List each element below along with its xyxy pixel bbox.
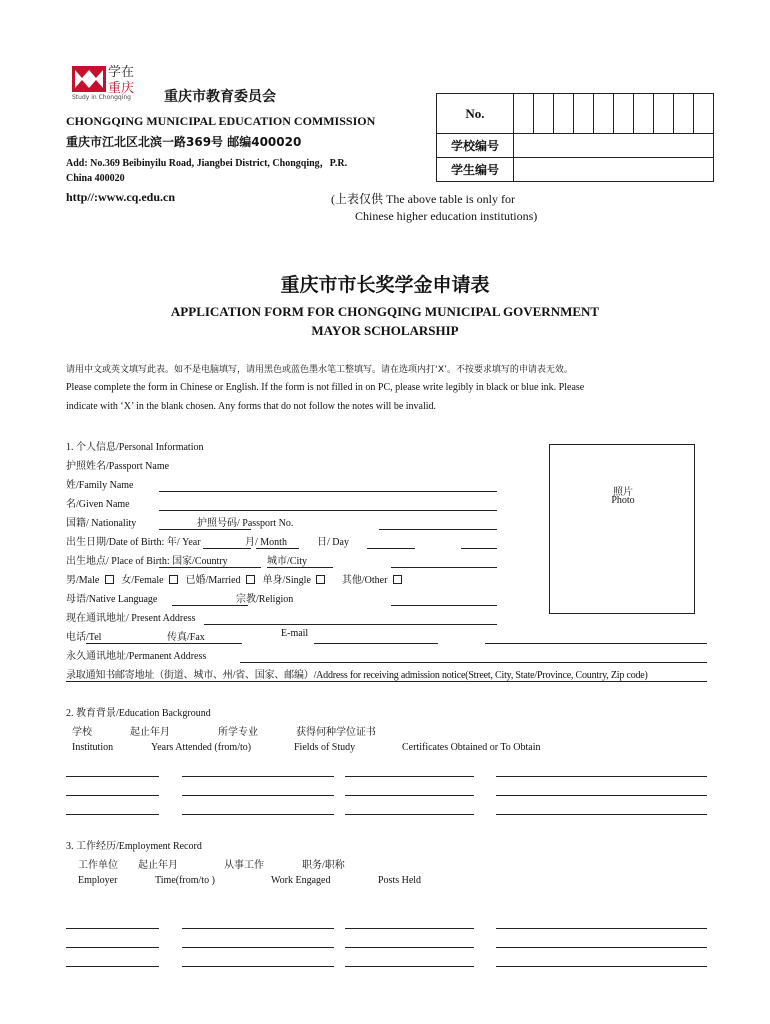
edu-col-cert-cn: 获得何种学位证书: [296, 727, 376, 738]
school-number-field[interactable]: [514, 134, 714, 158]
student-number-label: 学生编号: [437, 158, 514, 182]
email-field[interactable]: [485, 643, 707, 644]
form-title-cn: 重庆市市长奖学金申请表: [280, 274, 490, 296]
logo-mark-icon: [72, 64, 106, 94]
edu-row2-field[interactable]: [345, 795, 474, 796]
instructions-en-line2: indicate with ‘X’ in the blank chosen. Any forms that do not follow the notes will be invalid.: [66, 401, 437, 412]
edu-row2-years[interactable]: [182, 795, 334, 796]
emp-row1-work[interactable]: [345, 928, 474, 929]
no-box[interactable]: [674, 94, 694, 134]
dob-year-field[interactable]: [203, 548, 251, 549]
edu-row3-years[interactable]: [182, 814, 334, 815]
given-name-label: 名/Given Name: [66, 499, 130, 510]
religion-label: 宗教/Religion: [236, 594, 294, 605]
married-label: 已婚/Married: [185, 575, 241, 586]
no-box[interactable]: [534, 94, 554, 134]
section-education: 2. 教育背景/Education Background: [66, 708, 211, 719]
emp-col-posts-en: Posts Held: [378, 875, 422, 886]
emp-row3-time[interactable]: [182, 966, 334, 967]
admission-address-field[interactable]: [66, 681, 707, 682]
passport-no-label: 护照号码/ Passport No.: [197, 518, 294, 529]
edu-row3-cert[interactable]: [496, 814, 707, 815]
address-en-line2: China 400020: [66, 173, 125, 184]
dob-month-field[interactable]: [256, 548, 299, 549]
family-name-field[interactable]: [159, 491, 497, 492]
section-employment: 3. 工作经历/Employment Record: [66, 841, 202, 852]
form-title-en-line1: APPLICATION FORM FOR CHONGQING MUNICIPAL GOVERNMENT: [170, 304, 600, 319]
edu-col-years-en: Years Attended (from/to): [151, 742, 252, 753]
female-checkbox[interactable]: [169, 575, 178, 584]
no-box[interactable]: [694, 94, 714, 134]
logo-text: 学在 重庆: [108, 65, 135, 96]
no-box[interactable]: [514, 94, 534, 134]
passport-name-label: 护照姓名/Passport Name: [66, 461, 170, 472]
native-language-field[interactable]: [172, 605, 248, 606]
religion-field[interactable]: [391, 605, 497, 606]
emp-row1-employer[interactable]: [66, 928, 159, 929]
table-note-line1: (上表仅供 The above table is only for: [331, 192, 515, 206]
no-box[interactable]: [614, 94, 634, 134]
emp-col-work-cn: 从事工作: [224, 860, 264, 871]
fax-field[interactable]: [314, 643, 438, 644]
emp-row1-posts[interactable]: [496, 928, 707, 929]
edu-col-field-cn: 所学专业: [218, 727, 258, 738]
married-checkbox[interactable]: [246, 575, 255, 584]
edu-col-institution-en: Institution: [72, 742, 114, 753]
female-label: 女/Female: [121, 575, 164, 586]
admission-address-label: 录取通知书邮寄地址（街道、城市、州/省、国家、邮编）/Address for receiving admission notice(Street, City, State/Province, Country, Zip code): [66, 670, 648, 681]
single-checkbox[interactable]: [316, 575, 325, 584]
fax-label: 传真/Fax: [167, 632, 205, 643]
pob-city-underline[interactable]: [267, 567, 333, 568]
tel-label: 电话/Tel: [66, 632, 102, 643]
edu-col-field-en: Fields of Study: [294, 742, 356, 753]
edu-row3-institution[interactable]: [66, 814, 159, 815]
section-personal-info: 1. 个人信息/Personal Information: [66, 442, 204, 453]
org-name-cn: 重庆市教育委员会: [164, 89, 276, 105]
dob-day-label: 日/ Day: [317, 537, 349, 548]
single-label: 单身/Single: [262, 575, 311, 586]
permanent-address-label: 永久通讯地址/Permanent Address: [66, 651, 207, 662]
edu-row1-field[interactable]: [345, 776, 474, 777]
emp-row2-employer[interactable]: [66, 947, 159, 948]
native-language-label: 母语/Native Language: [66, 594, 158, 605]
edu-row2-cert[interactable]: [496, 795, 707, 796]
pob-country-field[interactable]: [159, 567, 261, 568]
nationality-field[interactable]: [159, 529, 251, 530]
address-cn: 重庆市江北区北滨一路369号 邮编400020: [66, 135, 302, 149]
dob-year-label: 出生日期/Date of Birth: 年/ Year: [66, 537, 201, 548]
other-label: 其他/Other: [341, 575, 388, 586]
dob-day-field[interactable]: [367, 548, 415, 549]
pob-country-label: 出生地点/ Place of Birth: 国家/Country: [66, 556, 228, 567]
edu-row1-cert[interactable]: [496, 776, 707, 777]
no-box[interactable]: [554, 94, 574, 134]
table-note-line2: Chinese higher education institutions): [355, 209, 538, 223]
permanent-address-field[interactable]: [240, 662, 707, 663]
emp-col-employer-en: Employer: [78, 875, 118, 886]
male-label: 男/Male: [66, 575, 100, 586]
gender-marital-row: [66, 571, 402, 586]
edu-row1-institution[interactable]: [66, 776, 159, 777]
dob-extra-field[interactable]: [461, 548, 497, 549]
photo-label-cn: 照片: [613, 487, 633, 498]
emp-col-employer-cn: 工作单位: [78, 860, 118, 871]
emp-row2-work[interactable]: [345, 947, 474, 948]
emp-row1-time[interactable]: [182, 928, 334, 929]
pob-city-field[interactable]: [391, 567, 497, 568]
student-number-field[interactable]: [514, 158, 714, 182]
emp-row3-employer[interactable]: [66, 966, 159, 967]
emp-col-time-en: Time(from/to ): [155, 875, 215, 886]
edu-col-cert-en: Certificates Obtained or To Obtain: [402, 742, 541, 753]
logo-tagline: Study in Chongqing: [72, 94, 131, 101]
male-checkbox[interactable]: [105, 575, 114, 584]
tel-field[interactable]: [86, 643, 242, 644]
emp-col-time-cn: 起止年月: [138, 860, 178, 871]
nationality-label: 国籍/ Nationality: [66, 518, 137, 529]
other-checkbox[interactable]: [393, 575, 402, 584]
address-en-line1: Add: No.369 Beibinyilu Road, Jiangbei District, Chongqing，P.R.: [66, 158, 348, 169]
photo-box[interactable]: [549, 444, 695, 614]
instructions-en-line1: Please complete the form in Chinese or English. If the form is not filled in on PC, please write legibly in black or blue ink. Please: [66, 382, 585, 393]
no-box[interactable]: [594, 94, 614, 134]
no-box[interactable]: [634, 94, 654, 134]
no-box[interactable]: [574, 94, 594, 134]
pob-city-label: 城市/City: [267, 556, 308, 567]
present-address-label: 现在通讯地址/ Present Address: [66, 613, 196, 624]
email-label: E-mail: [281, 628, 309, 639]
dob-month-label: 月/ Month: [245, 537, 287, 548]
emp-row3-work[interactable]: [345, 966, 474, 967]
present-address-field[interactable]: [204, 624, 497, 625]
org-name-en: CHONGQING MUNICIPAL EDUCATION COMMISSION: [66, 114, 376, 128]
emp-col-posts-cn: 职务/职称: [302, 860, 345, 871]
edu-row2-institution[interactable]: [66, 795, 159, 796]
given-name-field[interactable]: [159, 510, 497, 511]
form-title-en-line2: MAYOR SCHOLARSHIP: [311, 323, 459, 338]
emp-col-work-en: Work Engaged: [271, 875, 331, 886]
emp-row3-posts[interactable]: [496, 966, 707, 967]
no-box[interactable]: [654, 94, 674, 134]
emp-row2-time[interactable]: [182, 947, 334, 948]
school-number-table: [436, 93, 714, 182]
instructions-cn: 请用中文或英文填写此表。如不是电脑填写，请用黑色或蓝色墨水笔工整填写。请在选项内打‘X’。不按要求填写的申请表无效。: [66, 365, 573, 375]
passport-no-field[interactable]: [379, 529, 497, 530]
photo-label-en: Photo: [611, 495, 635, 506]
school-number-label: 学校编号: [437, 134, 514, 158]
edu-col-years-cn: 起止年月: [130, 727, 170, 738]
no-label: No.: [437, 94, 514, 134]
edu-row1-years[interactable]: [182, 776, 334, 777]
emp-row2-posts[interactable]: [496, 947, 707, 948]
edu-row3-field[interactable]: [345, 814, 474, 815]
edu-col-institution-cn: 学校: [72, 727, 92, 738]
website: http//:www.cq.edu.cn: [66, 190, 176, 204]
family-name-label: 姓/Family Name: [66, 480, 134, 491]
